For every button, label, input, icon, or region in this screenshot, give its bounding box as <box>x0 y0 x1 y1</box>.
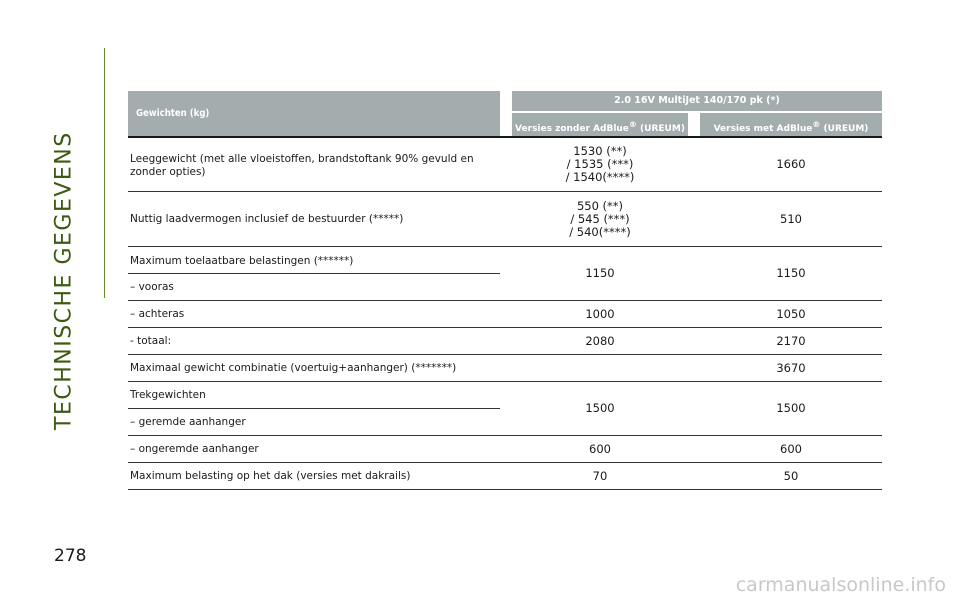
row-value-without-adblue <box>512 145 688 184</box>
row-value-without-adblue: 2080 <box>585 334 615 348</box>
row-value-with-adblue: 1500 <box>776 401 806 415</box>
row-divider <box>128 273 500 274</box>
header-with-adblue <box>700 113 882 137</box>
table-row <box>128 247 882 301</box>
row-value-without-adblue: 600 <box>589 442 611 456</box>
row-value-with-adblue: 1660 <box>776 157 806 171</box>
table-row <box>128 463 882 490</box>
table-row <box>128 382 882 436</box>
row-label: – ongeremde aanhanger <box>130 443 259 455</box>
section-title-rule <box>104 48 105 298</box>
value-line: / 1535 (***) <box>566 157 634 171</box>
table-row <box>128 137 882 192</box>
header-engine: 2.0 16V MultiJet 140/170 pk (*) <box>512 91 882 111</box>
registered-mark: ® <box>628 120 637 129</box>
header-without-adblue-suffix: (UREUM) <box>636 124 685 134</box>
table-row <box>128 301 882 328</box>
row-label: Maximum toelaatbare belastingen (******) <box>130 255 354 267</box>
section-title: TECHNISCHE GEGEVENS <box>51 131 77 430</box>
table-header <box>128 91 882 137</box>
row-value-with-adblue: 1150 <box>776 266 806 280</box>
row-value-with-adblue: 50 <box>783 469 799 483</box>
row-value-without-adblue: 70 <box>592 469 608 483</box>
row-value-with-adblue: 1050 <box>776 307 806 321</box>
row-value-without-adblue: 1000 <box>585 307 615 321</box>
table-row <box>128 355 882 382</box>
table-row <box>128 328 882 355</box>
header-with-adblue-suffix: (UREUM) <box>820 124 869 134</box>
watermark: carmanualsonline.info <box>735 574 946 596</box>
page-number: 278 <box>54 546 87 566</box>
weights-table <box>128 91 882 490</box>
row-value-with-adblue: 600 <box>780 442 802 456</box>
row-value-without-adblue: 1150 <box>585 266 615 280</box>
row-value-without-adblue <box>512 200 688 239</box>
row-label: Leeggewicht (met alle vloeistoffen, brandstoftank 90% gevuld en zonder opties) <box>130 153 474 178</box>
registered-mark: ® <box>812 120 821 129</box>
value-line: 550 (**) <box>576 199 624 213</box>
row-label: - totaal: <box>130 335 172 347</box>
row-label: Maximaal gewicht combinatie (voertuig+aanhanger) (*******) <box>130 362 457 374</box>
header-without-adblue-prefix: Versies zonder AdBlue <box>515 124 629 134</box>
row-sublabel: – geremde aanhanger <box>130 416 246 428</box>
table-row <box>128 436 882 463</box>
row-label: Trekgewichten <box>130 389 206 401</box>
row-divider <box>128 408 500 409</box>
row-label: – achteras <box>130 308 185 320</box>
value-line: / 545 (***) <box>570 212 630 226</box>
value-line: / 540(****) <box>569 225 631 239</box>
row-label: Nuttig laadvermogen inclusief de bestuurder (*****) <box>130 213 404 225</box>
row-label: Maximum belasting op het dak (versies met dakrails) <box>130 470 411 482</box>
row-value-with-adblue: 3670 <box>776 361 806 375</box>
header-without-adblue <box>512 113 688 137</box>
table-row <box>128 192 882 247</box>
row-value-with-adblue: 2170 <box>776 334 806 348</box>
row-value-without-adblue: 1500 <box>585 401 615 415</box>
value-line: 1530 (**) <box>573 144 627 158</box>
header-with-adblue-prefix: Versies met AdBlue <box>713 124 813 134</box>
header-weights-label: Gewichten (kg) <box>128 91 500 137</box>
value-line: / 1540(****) <box>565 170 635 184</box>
row-sublabel: – vooras <box>130 281 174 293</box>
row-value-with-adblue: 510 <box>780 212 802 226</box>
